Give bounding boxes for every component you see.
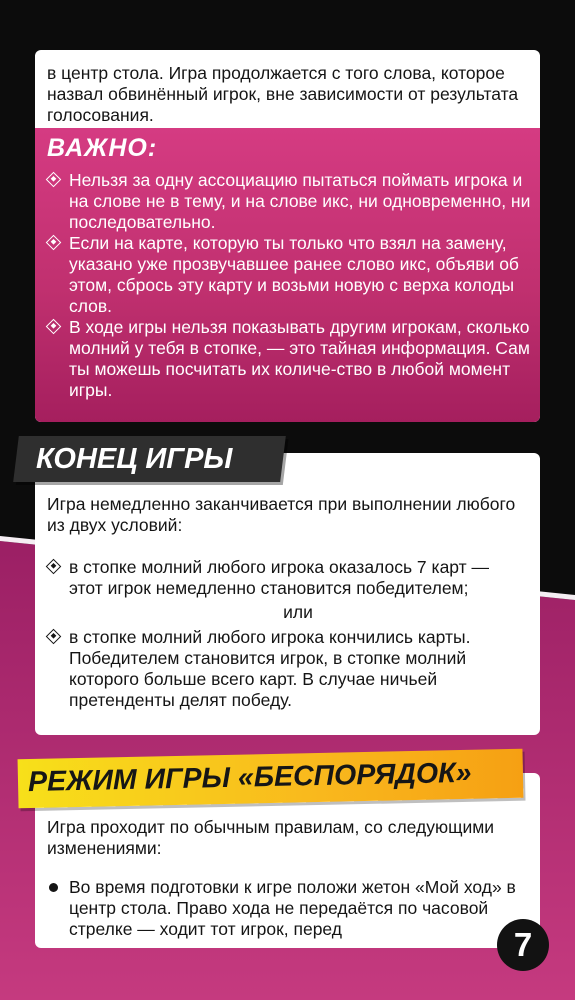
diamond-bullet-icon [46, 629, 62, 645]
section-heading-text: КОНЕЦ ИГРЫ [35, 443, 233, 475]
paragraph-continued: в центр стола. Игра продолжается с того слова, которое назвал обвинённый игрок, вне зависимости от результата голосования. [47, 63, 519, 125]
or-separator: или [283, 602, 313, 622]
page-number: 7 [497, 919, 549, 971]
diamond-bullet-icon [46, 319, 62, 335]
end-conditions-list [47, 557, 527, 711]
rules-card-continued [35, 50, 540, 422]
section-heading-text: РЕЖИМ ИГРЫ «БЕСПОРЯДОК» [27, 756, 472, 799]
end-of-game-card [35, 453, 540, 735]
chaos-list [47, 877, 527, 940]
diamond-bullet-icon [46, 172, 62, 188]
important-list [47, 170, 537, 401]
important-block [35, 128, 540, 422]
end-condition-2: в стопке молний любого игрока кончились карты. Победителем становится игрок, в стопке молний которого больше всего карт. В случае ничьей претенденты делят победу. [69, 627, 471, 710]
diamond-bullet-icon [46, 559, 62, 575]
diamond-bullet-icon [46, 235, 62, 251]
important-item-3: В ходе игры нельзя показывать другим игрокам, сколько молний у тебя в стопке, — это тайная информация. Сам ты можешь посчитать их количе-ство в любой момент игры. [69, 317, 530, 400]
list-item [47, 233, 537, 317]
end-intro: Игра немедленно заканчивается при выполнении любого из двух условий: [47, 494, 516, 535]
end-condition-1: в стопке молний любого игрока оказалось 7 карт — этот игрок немедленно становится победителем; [69, 557, 490, 598]
important-item-2: Если на карте, которую ты только что взял на замену, указано уже прозвучавшее ранее слово икс, объяви об этом, сбрось эту карту и возьми новую с верха колоды слов. [69, 233, 519, 316]
important-title: ВАЖНО: [47, 134, 158, 162]
chaos-intro: Игра проходит по обычным правилам, со следующими изменениями: [47, 817, 495, 858]
list-item [47, 317, 537, 401]
list-item [47, 557, 527, 599]
round-bullet-icon [49, 883, 58, 892]
list-item [47, 170, 537, 233]
chaos-item-1: Во время подготовки к игре положи жетон «Мой ход» в центр стола. Право хода не передаётся по часовой стрелке — ходит тот игрок, перед [69, 877, 516, 939]
list-item [47, 627, 527, 711]
end-of-game-heading [13, 436, 286, 482]
list-item [47, 877, 527, 940]
important-item-1: Нельзя за одну ассоциацию пытаться поймать игрока и на слове не в тему, и на слове икс, ни одновременно, ни последовательно. [69, 170, 531, 232]
